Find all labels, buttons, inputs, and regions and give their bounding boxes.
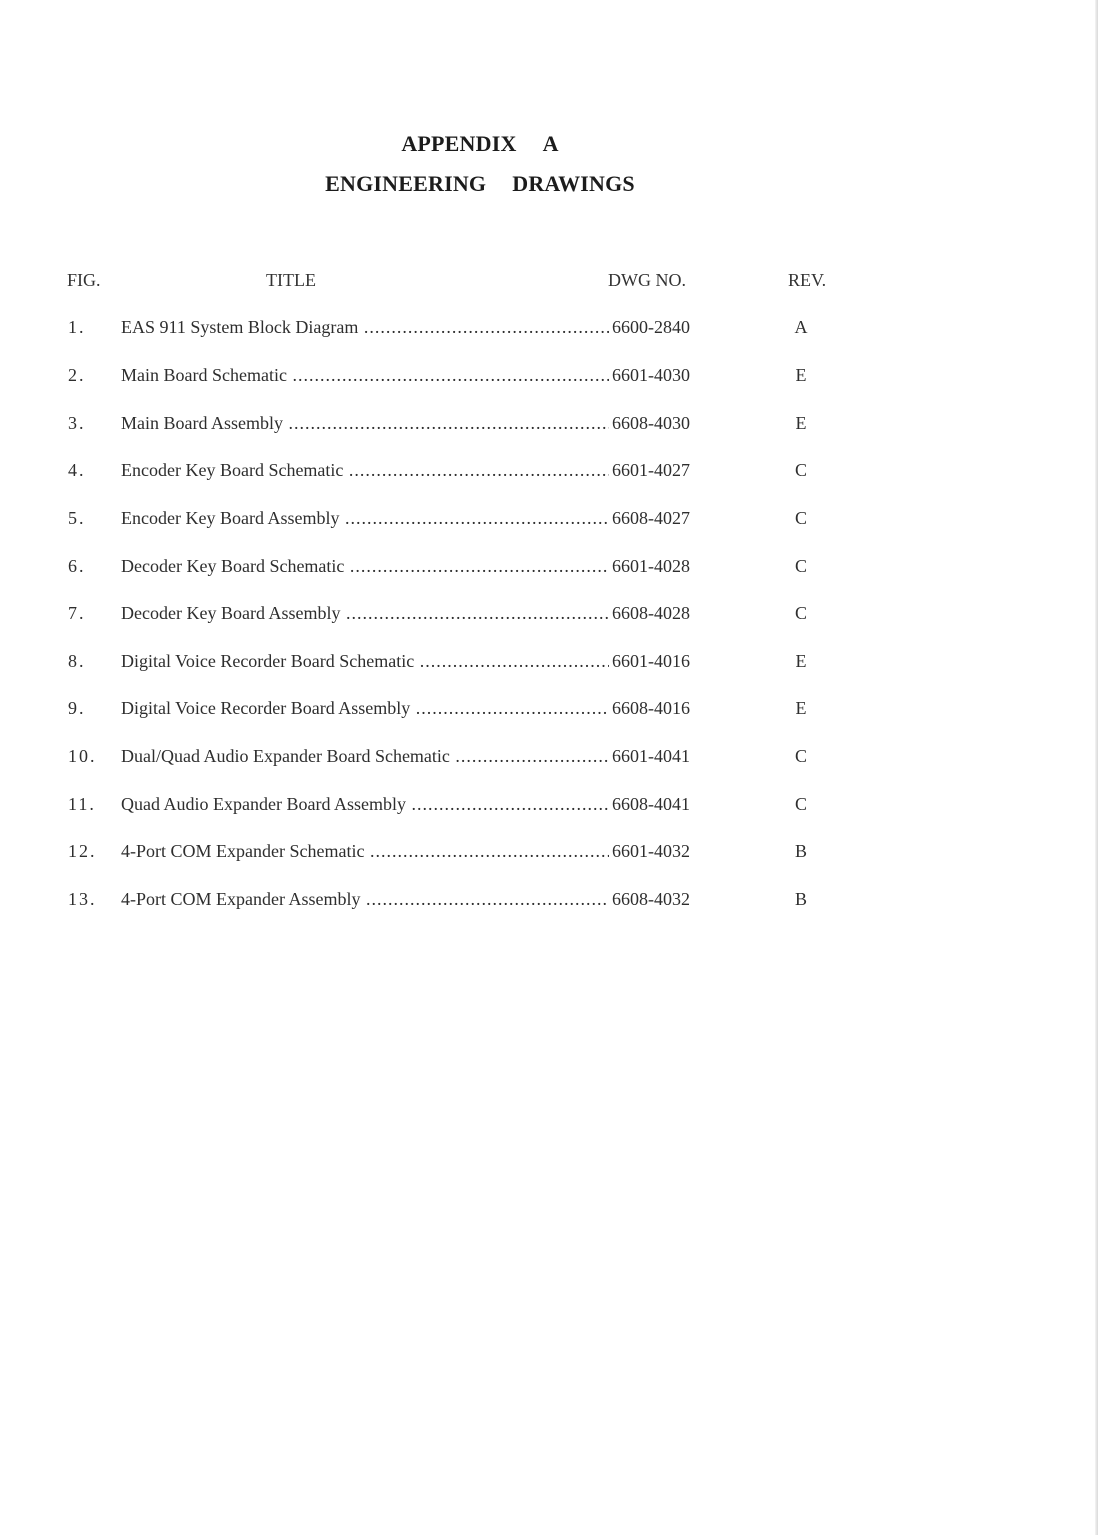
- drawing-title: 4-Port COM Expander Assembly: [121, 889, 361, 909]
- fig-number: 11.: [68, 794, 96, 814]
- drawing-title: Main Board Assembly: [121, 413, 283, 433]
- page-title: [0, 171, 960, 197]
- dwg-number: 6600-2840: [612, 317, 690, 337]
- fig-number: 12.: [68, 841, 97, 861]
- fig-number: 9.: [68, 698, 86, 718]
- fig-number: 10.: [68, 746, 97, 766]
- drawing-title: 4-Port COM Expander Schematic: [121, 841, 365, 861]
- table-row: [0, 413, 900, 443]
- fig-number: 4.: [68, 460, 86, 480]
- revision: C: [794, 460, 807, 480]
- fig-number: 6.: [68, 556, 86, 576]
- appendix-word: APPENDIX: [401, 131, 517, 156]
- fig-number: 5.: [68, 508, 86, 528]
- drawing-title: Decoder Key Board Assembly: [121, 603, 341, 623]
- column-header-rev: REV.: [788, 270, 827, 290]
- table-row: [0, 460, 900, 490]
- dwg-number: 6601-4016: [612, 651, 690, 671]
- dwg-number: 6601-4041: [612, 746, 690, 766]
- revision: C: [794, 603, 807, 623]
- fig-number: 3.: [68, 413, 86, 433]
- drawing-title: Main Board Schematic: [121, 365, 287, 385]
- table-row: [0, 794, 900, 824]
- dwg-number: 6608-4030: [612, 413, 690, 433]
- table-row: [0, 603, 900, 633]
- drawing-title: Dual/Quad Audio Expander Board Schematic: [121, 746, 450, 766]
- revision: B: [794, 841, 807, 861]
- appendix-letter: A: [542, 131, 559, 156]
- drawing-title: Digital Voice Recorder Board Assembly: [121, 698, 411, 718]
- column-header-fig: FIG.: [67, 270, 101, 290]
- revision: E: [795, 365, 807, 385]
- dwg-number: 6608-4016: [612, 698, 690, 718]
- table-row: [0, 651, 900, 681]
- revision: C: [794, 556, 807, 576]
- drawing-title: Encoder Key Board Schematic: [121, 460, 344, 480]
- dwg-number: 6601-4028: [612, 556, 690, 576]
- revision: E: [795, 698, 807, 718]
- fig-number: 13.: [68, 889, 97, 909]
- revision: B: [794, 889, 807, 909]
- title-word-engineering: ENGINEERING: [325, 171, 487, 196]
- fig-number: 8.: [68, 651, 86, 671]
- dwg-number: 6608-4032: [612, 889, 690, 909]
- revision: C: [794, 794, 807, 814]
- drawing-title: EAS 911 System Block Diagram: [121, 317, 359, 337]
- dwg-number: 6608-4028: [612, 603, 690, 623]
- drawing-title: Digital Voice Recorder Board Schematic: [121, 651, 415, 671]
- dwg-number: 6601-4027: [612, 460, 690, 480]
- table-row: [0, 841, 900, 871]
- table-row: [0, 365, 900, 395]
- fig-number: 7.: [68, 603, 86, 623]
- table-row: [0, 698, 900, 728]
- column-header-title: TITLE: [266, 270, 316, 290]
- table-row: [0, 556, 900, 586]
- column-header-dwg-no: DWG NO.: [608, 270, 686, 290]
- revision: A: [794, 317, 808, 337]
- revision: E: [795, 413, 807, 433]
- dwg-number: 6601-4030: [612, 365, 690, 385]
- dwg-number: 6608-4041: [612, 794, 690, 814]
- revision: C: [794, 746, 807, 766]
- revision: C: [794, 508, 807, 528]
- table-row: [0, 317, 900, 347]
- title-word-drawings: DRAWINGS: [512, 171, 635, 196]
- table-row: [0, 746, 900, 776]
- appendix-heading: [0, 131, 960, 157]
- drawing-title: Quad Audio Expander Board Assembly: [121, 794, 406, 814]
- fig-number: 1.: [68, 317, 86, 337]
- dwg-number: 6608-4027: [612, 508, 690, 528]
- dwg-number: 6601-4032: [612, 841, 690, 861]
- table-row: [0, 508, 900, 538]
- table-row: [0, 889, 900, 919]
- drawing-title: Encoder Key Board Assembly: [121, 508, 340, 528]
- revision: E: [795, 651, 807, 671]
- drawing-title: Decoder Key Board Schematic: [121, 556, 345, 576]
- fig-number: 2.: [68, 365, 86, 385]
